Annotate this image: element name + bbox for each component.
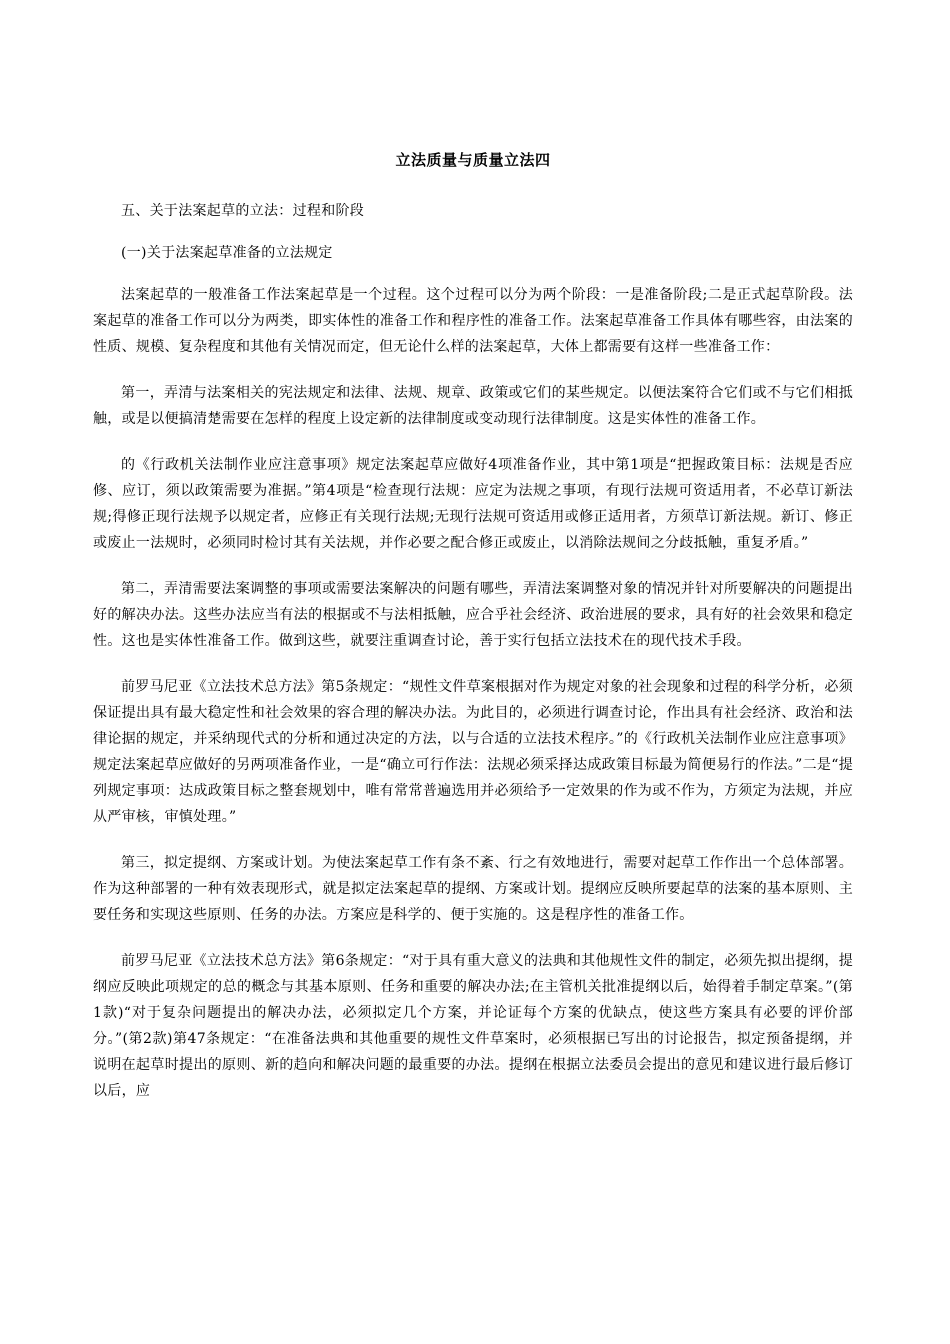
document-page: [93, 150, 853, 1124]
document-title: 立法质量与质量立法四: [395, 151, 551, 169]
section-heading: 五、关于法案起草的立法：过程和阶段: [121, 203, 365, 219]
paragraph-6: 第三，拟定提纲、方案或计划。为使法案起草工作有条不紊、行之有效地进行，需要对起草工作作出一个总体部署。作为这种部署的一种有效表现形式，就是拟定法案起草的提纲、方案或计划。提纲应反映所要起草的法案的基本原则、主要任务和实现这些原则、任务的办法。方案应是科学的、便于实施的。这是程序性的准备工作。: [93, 855, 853, 923]
subsection-heading: (一)关于法案起草准备的立法规定: [121, 245, 333, 261]
paragraph-3: 的《行政机关法制作业应注意事项》规定法案起草应做好4项准备作业，其中第1项是“把握政策目标：法规是否应修、应订，须以政策需要为准据。”第4项是“检查现行法规：应定为法规之事项，有现行法规可资适用者，不必草订新法规;得修正现行法规予以规定者，应修正有关现行法规;无现行法规可资适用或修正适用者，方须草订新法规。新订、修正或废止一法规时，必须同时检讨其有关法规，并作必要之配合修正或废止，以消除法规间之分歧抵触，重复矛盾。”: [93, 457, 853, 551]
paragraph-4: 第二，弄清需要法案调整的事项或需要法案解决的问题有哪些，弄清法案调整对象的情况并针对所要解决的问题提出好的解决办法。这些办法应当有法的根据或不与法相抵触，应合乎社会经济、政治进展的要求，具有好的社会效果和稳定性。这也是实体性准备工作。做到这些，就要注重调查讨论，善于实行包括立法技术在的现代技术手段。: [93, 581, 853, 649]
paragraph-7: 前罗马尼亚《立法技术总方法》第6条规定：“对于具有重大意义的法典和其他规性文件的制定，必须先拟出提纲，提纲应反映此项规定的总的概念与其基本原则、任务和重要的解决办法;在主管机关批准提纲以后，始得着手制定草案。”(第1款)“对于复杂问题提出的解决办法，必须拟定几个方案，并论证每个方案的优缺点，使这些方案具有必要的评价部分。”(第2款)第47条规定：“在准备法典和其他重要的规性文件草案时，必须根据已写出的讨论报告，拟定预备提纲，并说明在起草时提出的原则、新的趋向和解决问题的最重要的办法。提纲在根据立法委员会提出的意见和建议进行最后修订以后，应: [93, 953, 853, 1099]
paragraph-5: 前罗马尼亚《立法技术总方法》第5条规定：“规性文件草案根据对作为规定对象的社会现象和过程的科学分析，必须保证提出具有最大稳定性和社会效果的容合理的解决办法。为此目的，必须进行调查讨论，作出具有社会经济、政治和法律论据的规定，并采纳现代式的分析和通过决定的方法，以与合适的立法技术程序。”的《行政机关法制作业应注意事项》规定法案起草应做好的另两项准备作业，一是“确立可行作法：法规必须采择达成政策目标最为简便易行的作法。”二是“提列规定事项：达成政策目标之整套规划中，唯有常常普遍选用并必须给予一定效果的作为或不作为，方须定为法规，并应从严审核，审慎处理。”: [93, 679, 853, 825]
paragraph-1: 法案起草的一般准备工作法案起草是一个过程。这个过程可以分为两个阶段：一是准备阶段;二是正式起草阶段。法案起草的准备工作可以分为两类，即实体性的准备工作和程序性的准备工作。法案起草准备工作具体有哪些容，由法案的性质、规模、复杂程度和其他有关情况而定，但无论什么样的法案起草，大体上都需要有这样一些准备工作：: [93, 287, 853, 355]
paragraph-2: 第一，弄清与法案相关的宪法规定和法律、法规、规章、政策或它们的某些规定。以便法案符合它们或不与它们相抵触，或是以便搞清楚需要在怎样的程度上设定新的法律制度或变动现行法律制度。这是实体性的准备工作。: [93, 385, 853, 427]
